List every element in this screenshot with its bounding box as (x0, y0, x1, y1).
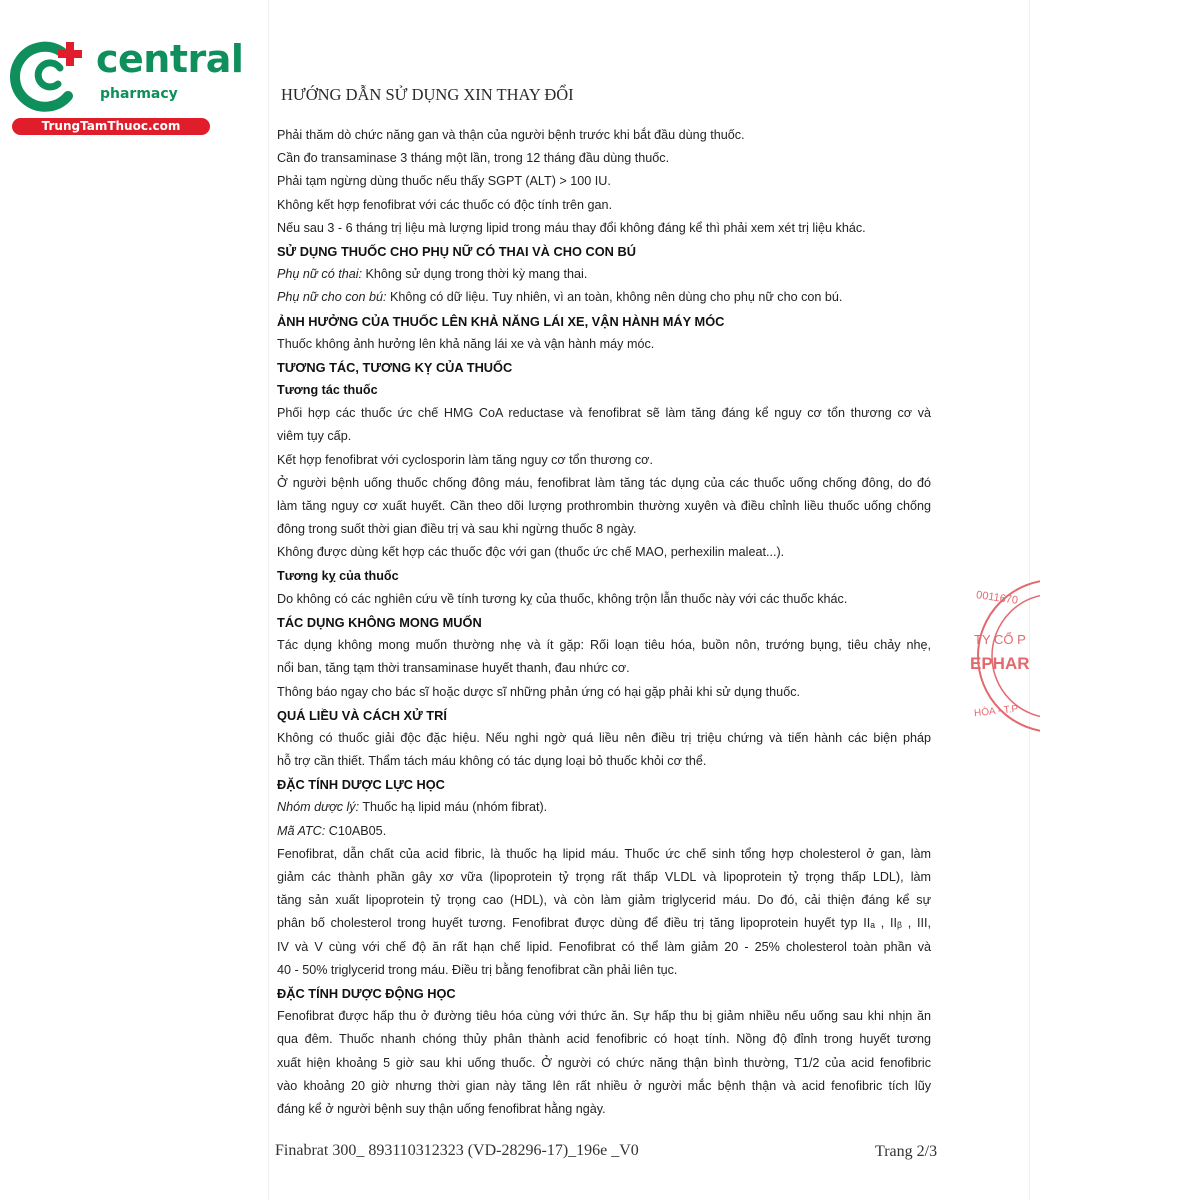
text-line (277, 170, 931, 193)
section-heading-text: QUÁ LIỀU VÀ CÁCH XỬ TRÍ (277, 707, 447, 723)
logo-name: central (96, 37, 244, 81)
logo-url-banner[interactable]: TrungTamThuoc.com (12, 118, 210, 135)
text-line-content: tăng sản xuất lipoprotein tỷ trọng cao (HDL), và còn làm giảm triglycerid máu. Do đó, cải thiện đáng kể sự (277, 893, 931, 908)
text-line-content: Thuốc hạ lipid máu (nhóm fibrat). (359, 800, 548, 815)
text-line-content: Phải tạm ngừng dùng thuốc nếu thấy SGPT (ALT) > 100 IU. (277, 174, 611, 189)
section-heading-text: SỬ DỤNG THUỐC CHO PHỤ NỮ CÓ THAI VÀ CHO CON BÚ (277, 243, 636, 259)
text-line-content: Cần đo transaminase 3 tháng một lần, trong 12 tháng đầu dùng thuốc. (277, 151, 670, 166)
text-line-content: Không sử dụng trong thời kỳ mang thai. (362, 267, 588, 282)
section-heading-text: TƯƠNG TÁC, TƯƠNG KỴ CỦA THUỐC (277, 359, 513, 375)
text-line (277, 889, 931, 912)
section-heading (277, 982, 931, 1005)
text-line (277, 796, 931, 819)
text-line (277, 820, 931, 843)
text-line (277, 912, 931, 935)
text-line (277, 1028, 931, 1051)
section-heading-text: TÁC DỤNG KHÔNG MONG MUỐN (277, 614, 482, 630)
text-line-content: phân bố cholesterol trong huyết tương. Fenofibrat được dùng để điều trị tăng lipoprotein huyết typ IIₐ , IIᵦ , III, (277, 916, 931, 931)
italic-label: Mã ATC: (277, 823, 326, 838)
italic-label: Nhóm dược lý: (277, 800, 360, 815)
text-line (277, 936, 931, 959)
document-body (277, 124, 931, 1121)
text-line-content: Thuốc không ảnh hưởng lên khả năng lái xe và vận hành máy móc. (277, 336, 655, 351)
italic-label: Phụ nữ có thai: (277, 267, 362, 282)
text-line-content: Fenofibrat, dẫn chất của acid fibric, là thuốc hạ lipid máu. Thuốc ức chế sinh tổng hợp cholesterol ở gan, làm (277, 846, 931, 861)
stamp-line3: HÒA - T.P (973, 703, 1019, 720)
text-line-content: đáng kể ở người bệnh suy thận uống fenofibrat hằng ngày. (277, 1101, 606, 1116)
text-line (277, 959, 931, 982)
text-line-content: Không có dữ liệu. Tuy nhiên, vì an toàn, không nên dùng cho phụ nữ cho con bú. (386, 290, 843, 305)
text-line-content: giảm các thành phần gây xơ vữa (lipoprotein tỷ trọng rất thấp VLDL và lipoprotein tỷ trọng thấp LDL), làm (277, 870, 931, 884)
text-line (277, 263, 931, 286)
text-line-content: C10AB05. (325, 823, 387, 838)
text-line (277, 588, 931, 611)
footer-document-code: Finabrat 300_ 893110312323 (VD-28296-17)_196e _V0 (275, 1142, 639, 1159)
logo-subtitle: pharmacy (100, 86, 178, 102)
italic-label: Phụ nữ cho con bú: (277, 290, 387, 305)
text-line (277, 1098, 931, 1121)
section-heading (277, 310, 931, 333)
text-line (277, 1005, 931, 1028)
text-line-content: đông trong suốt thời gian điều trị và sau khi ngừng thuốc 8 ngày. (277, 522, 637, 537)
text-line (277, 541, 931, 564)
text-line (277, 472, 931, 495)
text-line (277, 286, 931, 309)
section-heading-text: ĐẶC TÍNH DƯỢC ĐỘNG HỌC (277, 985, 456, 1001)
text-line-content: Kết hợp fenofibrat với cyclosporin làm tăng nguy cơ tổn thương cơ. (277, 452, 653, 467)
text-line (277, 843, 931, 866)
text-line-content: 40 - 50% triglycerid trong máu. Điều trị bằng fenofibrat cần phải liên tục. (277, 962, 678, 977)
text-line (277, 425, 931, 448)
text-line-content: Tác dụng không mong muốn thường nhẹ và ít gặp: Rối loạn tiêu hóa, buồn nôn, trướng bụng, tiêu chảy nhẹ, (277, 638, 931, 653)
subsection-heading (277, 565, 931, 588)
text-line (277, 518, 931, 541)
text-line (277, 217, 931, 240)
text-line (277, 750, 931, 773)
text-line (277, 449, 931, 472)
text-line-content: Nếu sau 3 - 6 tháng trị liệu mà lượng lipid trong máu thay đổi không đáng kể thì phải xem xét trị liệu khác. (277, 220, 866, 235)
text-line (277, 495, 931, 518)
text-line-content: Không được dùng kết hợp các thuốc độc với gan (thuốc ức chế MAO, perhexilin maleat...). (277, 545, 785, 560)
section-heading-text: ẢNH HƯỞNG CỦA THUỐC LÊN KHẢ NĂNG LÁI XE, VẬN HÀNH MÁY MÓC (277, 313, 725, 329)
text-line (277, 333, 931, 356)
text-line (277, 866, 931, 889)
text-line-content: Ở người bệnh uống thuốc chống đông máu, fenofibrat làm tăng tác dụng của các thuốc uống chống đông, do đó (277, 475, 931, 490)
text-line-content: Fenofibrat được hấp thu ở đường tiêu hóa cùng với thức ăn. Sự hấp thu bị giảm nhiều nếu uống sau khi nhịn ăn (277, 1009, 931, 1024)
text-line-content: Thông báo ngay cho bác sĩ hoặc dược sĩ những phản ứng có hại gặp phải khi sử dụng thuốc. (277, 684, 800, 699)
pharmacy-cross-logo-icon (10, 38, 92, 116)
text-line (277, 194, 931, 217)
text-line (277, 402, 931, 425)
text-line (277, 1075, 931, 1098)
text-line-content: vào khoảng 20 giờ nhưng thời gian này tăng lên rất nhiều ở người mắc bệnh thận và acid fenofibric tích lũy (277, 1078, 931, 1093)
text-line (277, 657, 931, 680)
section-heading (277, 704, 931, 727)
text-line-content: qua đêm. Thuốc nhanh chóng thủy phân thành acid fenofibric có hoạt tính. Nồng độ đỉnh trong huyết tương (277, 1032, 931, 1047)
text-line-content: Phải thăm dò chức năng gan và thận của người bệnh trước khi bắt đầu dùng thuốc. (277, 128, 745, 142)
text-line-content: IV và V cùng với chế độ ăn rất hạn chế lipid. Fenofibrat có thể làm giảm 20 - 25% cholesterol toàn phần và (277, 939, 931, 954)
text-line (277, 1052, 931, 1075)
section-heading (277, 240, 931, 263)
text-line (277, 681, 931, 704)
subsection-heading-text: Tương tác thuốc (277, 383, 378, 398)
text-line-content: làm tăng nguy cơ xuất huyết. Cần theo dõi lượng prothrombin thường xuyên và điều chỉnh liều thuốc uống chống (277, 499, 931, 513)
section-heading (277, 356, 931, 379)
text-line (277, 634, 931, 657)
stamp-number: 0011670 (975, 589, 1019, 607)
section-heading (277, 611, 931, 634)
text-line-content: xuất hiện khoảng 5 giờ sau khi uống thuốc. Ở người có chức năng thận bình thường, T1/2 của acid fenofibric (277, 1055, 931, 1070)
text-line (277, 124, 931, 147)
central-pharmacy-logo[interactable] (10, 37, 244, 138)
section-heading-text: ĐẶC TÍNH DƯỢC LỰC HỌC (277, 777, 445, 793)
text-line-content: Phối hợp các thuốc ức chế HMG CoA reductase và fenofibrat sẽ làm tăng đáng kể nguy cơ tổn thương cơ và (277, 406, 931, 421)
text-line-content: Không có thuốc giải độc đặc hiệu. Nếu nghi ngờ quá liều nên điều trị triệu chứng và tiến hành các biện pháp (277, 730, 931, 745)
text-line-content: hỗ trợ cần thiết. Thẩm tách máu không có tác dụng loại bỏ thuốc khỏi cơ thể. (277, 754, 707, 769)
text-line-content: Do không có các nghiên cứu về tính tương kỵ của thuốc, không trộn lẫn thuốc này với các thuốc khác. (277, 591, 848, 606)
footer-page-number: Trang 2/3 (875, 1143, 938, 1160)
section-heading (277, 773, 931, 796)
stamp-line2: EPHAR (970, 654, 1030, 673)
subsection-heading-text: Tương kỵ của thuốc (277, 568, 399, 583)
text-line (277, 147, 931, 170)
company-stamp (960, 576, 1040, 736)
subsection-heading (277, 379, 931, 402)
text-line (277, 727, 931, 750)
text-line-content: nổi ban, tăng tạm thời transaminase huyết thanh, đau nhức cơ. (277, 661, 630, 676)
stamp-line1: TY CỔ P (974, 632, 1026, 647)
text-line-content: Không kết hợp fenofibrat với các thuốc có độc tính trên gan. (277, 197, 613, 212)
text-line-content: viêm tụy cấp. (277, 429, 352, 444)
document-title: HƯỚNG DẪN SỬ DỤNG XIN THAY ĐỔI (281, 85, 574, 104)
